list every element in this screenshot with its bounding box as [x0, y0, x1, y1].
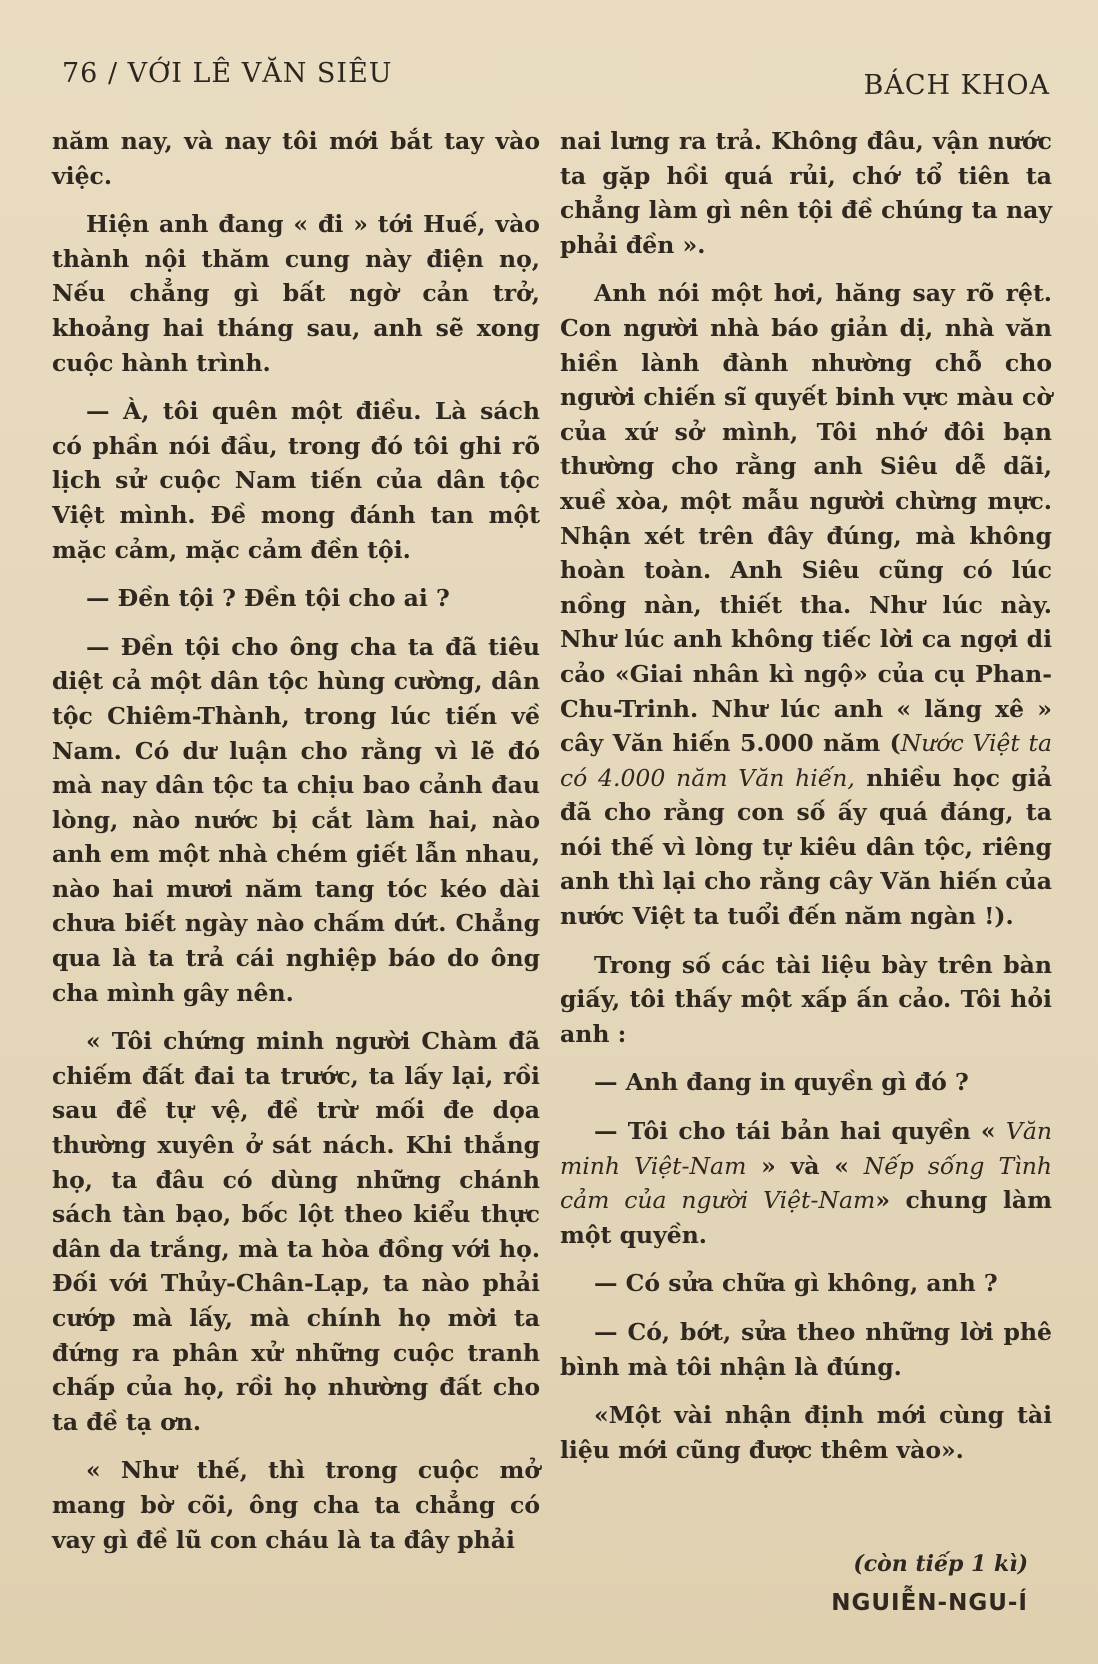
- paragraph: — Có, bớt, sửa theo những lời phê bình mà tôi nhận là đúng.: [560, 1318, 1052, 1381]
- book-title: Nếp sống Tình cảm của người Việt-Nam: [560, 1151, 1052, 1215]
- paragraph: [560, 276, 1052, 933]
- italic-text: Nước Việt ta có 4.000 năm Văn hiến,: [560, 729, 1052, 792]
- paragraph: — Có sửa chữa gì không, anh ?: [594, 1269, 998, 1298]
- text-run: nhiều học giả đã cho rằng con số ấy quá đáng, ta nói thế vì lòng tự kiêu dân tộc, riêng anh thì lại cho rằng cây Văn hiến của nước Việt ta tuổi đến năm ngàn !).: [560, 763, 1052, 931]
- page-header-title: 76 / VỚI LÊ VĂN SIÊU: [62, 58, 393, 89]
- text-run: — Tôi cho tái bản hai quyền «: [594, 1117, 1006, 1146]
- right-column: [560, 124, 1052, 1467]
- paragraph: Hiện anh đang « đi » tới Huế, vào thành nội thăm cung này điện nọ, Nếu chẳng gì bất ngờ cản trở, khoảng hai tháng sau, anh sẽ xong cuộc hành trình.: [52, 210, 540, 377]
- paragraph: — Đền tội cho ông cha ta đã tiêu diệt cả một dân tộc hùng cường, dân tộc Chiêm-Thành, trong lúc tiến về Nam. Có dư luận cho rằng vì lẽ đó mà nay dân tộc ta chịu bao cảnh đau lòng, nào nước bị cắt làm hai, nào anh em một nhà chém giết lẫn nhau, nào hai mươi năm tang tóc kéo dài chưa biết ngày nào chấm dứt. Chẳng qua là ta trả cái nghiệp báo do ông cha mình gây nên.: [52, 632, 540, 1007]
- left-column: [52, 124, 540, 1557]
- paragraph: Trong số các tài liệu bày trên bàn giấy, tôi thấy một xấp ấn cảo. Tôi hỏi anh :: [560, 950, 1052, 1048]
- text-run: » và «: [746, 1151, 864, 1180]
- paragraph: năm nay, và nay tôi mới bắt tay vào việc.: [52, 127, 540, 190]
- paragraph: — À, tôi quên một điều. Là sách có phần nói đầu, trong đó tôi ghi rõ lịch sử cuộc Nam tiến của dân tộc Việt mình. Đề mong đánh tan một mặc cảm, mặc cảm đền tội.: [52, 397, 540, 564]
- magazine-name: BÁCH KHOA: [863, 70, 1050, 101]
- paragraph: — Đền tội ? Đền tội cho ai ?: [86, 584, 450, 613]
- paragraph: «Một vài nhận định mới cùng tài liệu mới cũng được thêm vào».: [560, 1401, 1052, 1464]
- continued-note: (còn tiếp 1 kì): [853, 1551, 1028, 1577]
- paragraph: nai lưng ra trả. Không đâu, vận nước ta gặp hồi quá rủi, chớ tổ tiên ta chẳng làm gì nên tội đề chúng ta nay phải đền ».: [560, 127, 1052, 259]
- author-signature: NGUIỄN-NGU-Í: [831, 1590, 1028, 1616]
- paragraph: « Như thế, thì trong cuộc mở mang bờ cõi, ông cha ta chẳng có vay gì đề lũ con cháu là ta đây phải: [52, 1456, 540, 1554]
- paragraph: [560, 1114, 1052, 1252]
- book-title: Văn minh Việt-Nam: [560, 1117, 1052, 1180]
- paragraph: — Anh đang in quyền gì đó ?: [594, 1068, 969, 1097]
- text-run: » chung làm một quyền.: [560, 1186, 1052, 1249]
- paragraph: « Tôi chứng minh người Chàm đã chiếm đất đai ta trước, ta lấy lại, rồi sau đề tự vệ, đề trừ mối đe dọa thường xuyên ở sát nách. Khi thắng họ, ta đâu có dùng những chánh sách tàn bạo, bốc lột theo kiểu thực dân da trắng, mà ta hòa đồng với họ. Đối với Thủy-Chân-Lạp, ta nào phải cướp mà lấy, mà chính họ mời ta đứng ra phân xử những cuộc tranh chấp của họ, rồi họ nhường đất cho ta đề tạ ơn.: [52, 1027, 540, 1436]
- text-run: Anh nói một hơi, hăng say rõ rệt. Con người nhà báo giản dị, nhà văn hiền lành đành nhường chỗ cho người chiến sĩ quyết binh vực màu cờ của xứ sở mình, Tôi nhớ đôi bạn thường cho rằng anh Siêu dễ dãi, xuề xòa, một mẫu người chừng mực. Nhận xét trên đây đúng, mà không hoàn toàn. Anh Siêu cũng có lúc nồng nàn, thiết tha. Như lúc này. Như lúc anh không tiếc lời ca ngợi di cảo «Giai nhân kì ngộ» của cụ Phan-Chu-Trinh. Như lúc anh « lăng xê » cây Văn hiến 5.000 năm (: [560, 279, 1052, 758]
